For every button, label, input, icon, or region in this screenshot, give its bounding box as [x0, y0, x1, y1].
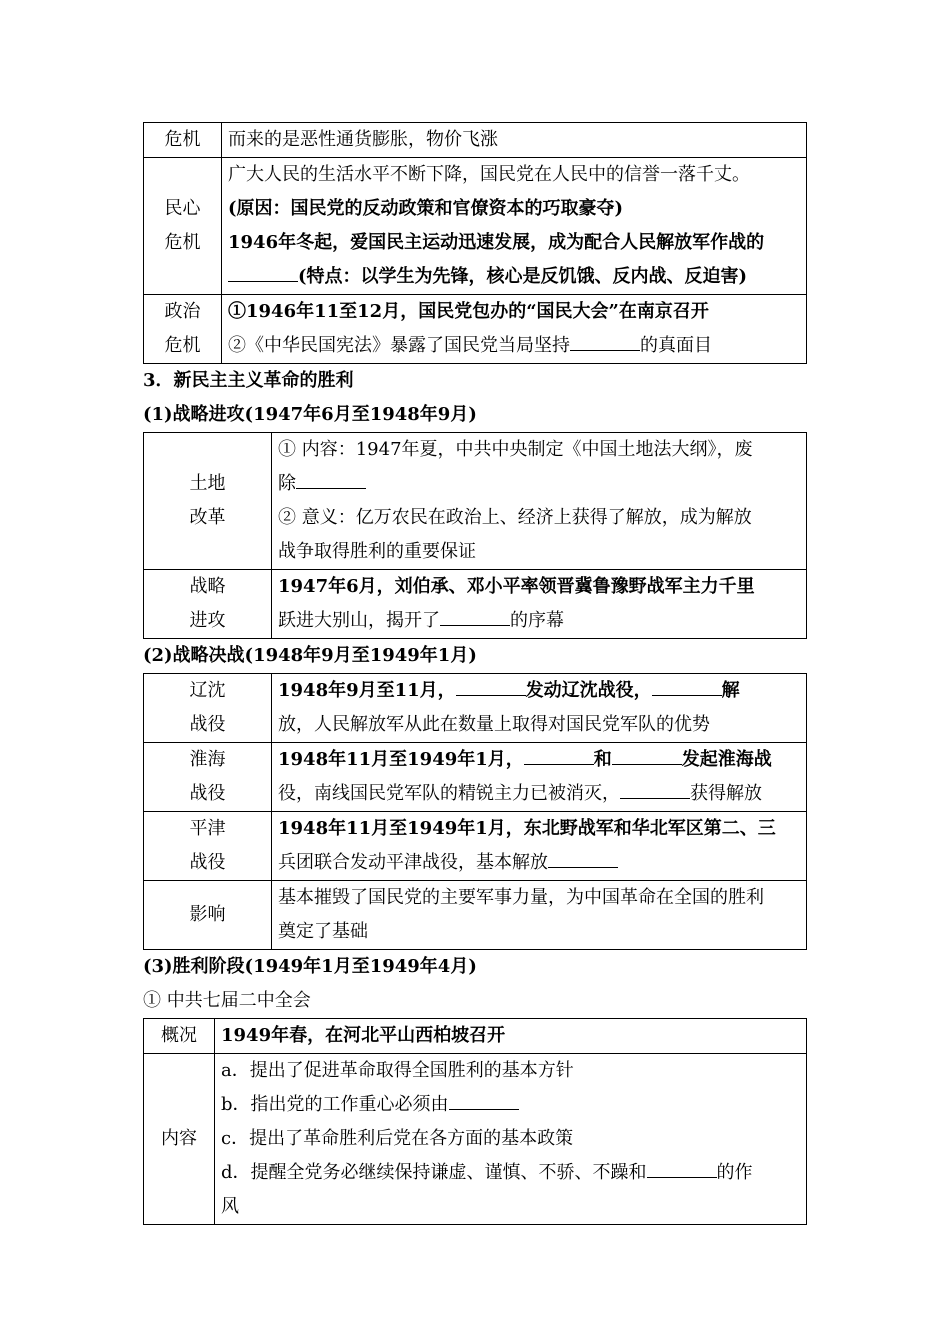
- list-item: 风: [221, 1196, 239, 1217]
- header-line: 战役: [189, 783, 226, 804]
- fill-blank[interactable]: [620, 780, 690, 799]
- row-text: [272, 812, 807, 881]
- fill-blank[interactable]: [570, 332, 640, 351]
- text-line: 兵团联合发动平津战役，基本解放: [278, 846, 800, 880]
- table-row: [144, 743, 807, 812]
- header-line: 民心: [164, 198, 201, 219]
- table-row: [144, 433, 807, 570]
- header-line: 进攻: [189, 610, 226, 631]
- table-row: [144, 881, 807, 950]
- row-header: [144, 743, 272, 812]
- table-row: [144, 123, 807, 158]
- fill-blank[interactable]: [228, 263, 298, 282]
- text-line: 广大人民的生活水平不断下降，国民党在人民中的信誉一落千丈。: [228, 164, 750, 185]
- row-text: [272, 674, 807, 743]
- offensive-table: [143, 432, 807, 639]
- row-header: 概况: [144, 1019, 215, 1054]
- row-text: [272, 743, 807, 812]
- row-header: [144, 674, 272, 743]
- row-header: [144, 295, 222, 364]
- header-line: 危机: [164, 232, 201, 253]
- row-header: 内容: [144, 1054, 215, 1225]
- row-header: 影响: [144, 881, 272, 950]
- row-header: [144, 158, 222, 295]
- list-item: a．提出了促进革命取得全国胜利的基本方针: [221, 1060, 574, 1081]
- item-heading: ① 中共七届二中全会: [143, 990, 311, 1011]
- text-line: (原因：国民党的反动政策和官僚资本的巧取豪夺): [228, 198, 624, 219]
- text-line: 1946年冬起，爱国民主运动迅速发展，成为配合人民解放军作战的: [228, 232, 765, 253]
- text-line: 1948年11月至1949年1月，东北野战军和华北军区第二、三: [278, 818, 776, 839]
- subsection-heading: (2)战略决战(1948年9月至1949年1月): [143, 645, 477, 666]
- row-header: [144, 433, 272, 570]
- decisive-battle-table: [143, 673, 807, 950]
- row-text: 而来的是恶性通货膨胀，物价飞涨: [222, 123, 807, 158]
- table-row: [144, 1019, 807, 1054]
- text-line: ②《中华民国宪法》暴露了国民党当局坚持 的真面目: [228, 329, 800, 363]
- list-item: b．指出党的工作重心必须由: [221, 1088, 800, 1122]
- text-line: 役，南线国民党军队的精锐主力已被消灭， 获得解放: [278, 777, 800, 811]
- fill-blank[interactable]: [647, 1159, 717, 1178]
- text-line: 除: [278, 467, 800, 501]
- row-text: [272, 570, 807, 639]
- text-line: ①1946年11至12月，国民党包办的“国民大会”在南京召开: [228, 301, 709, 322]
- text-line: 1947年6月，刘伯承、邓小平率领晋冀鲁豫野战军主力千里: [278, 576, 755, 597]
- text-line: 奠定了基础: [278, 921, 368, 942]
- table-row: [144, 570, 807, 639]
- table-row: [144, 674, 807, 743]
- table-row: [144, 1054, 807, 1225]
- header-line: 战役: [189, 852, 226, 873]
- header-line: 危机: [164, 335, 201, 356]
- subsection-heading: (3)胜利阶段(1949年1月至1949年4月): [143, 956, 477, 977]
- header-line: 淮海: [189, 749, 226, 770]
- row-text: [215, 1054, 807, 1225]
- text-line: 基本摧毁了国民党的主要军事力量，为中国革命在全国的胜利: [278, 887, 764, 908]
- fill-blank[interactable]: [612, 746, 682, 765]
- row-text: 1949年春，在河北平山西柏坡召开: [215, 1019, 807, 1054]
- row-header: [144, 570, 272, 639]
- fill-blank[interactable]: [524, 746, 594, 765]
- row-text: [272, 433, 807, 570]
- fill-blank[interactable]: [449, 1091, 519, 1110]
- header-line: 辽沈: [189, 680, 226, 701]
- row-header: [144, 812, 272, 881]
- text-line: (特点：以学生为先锋，核心是反饥饿、反内战、反迫害): [228, 260, 800, 294]
- list-item: c．提出了革命胜利后党在各方面的基本政策: [221, 1128, 574, 1149]
- fill-blank[interactable]: [548, 849, 618, 868]
- document-page: [143, 122, 807, 1225]
- table-row: [144, 295, 807, 364]
- fill-blank[interactable]: [652, 677, 722, 696]
- header-line: 战略: [189, 576, 226, 597]
- subsection-heading: (1)战略进攻(1947年6月至1948年9月): [143, 404, 477, 425]
- header-line: 改革: [189, 507, 226, 528]
- crisis-table: [143, 122, 807, 364]
- header-line: 土地: [189, 473, 226, 494]
- fill-blank[interactable]: [456, 677, 526, 696]
- text-line: ② 意义：亿万农民在政治上、经济上获得了解放，成为解放: [278, 507, 752, 528]
- plenum-table: [143, 1018, 807, 1225]
- text-line: 战争取得胜利的重要保证: [278, 541, 476, 562]
- text-line: 1948年9月至11月， 发动辽沈战役， 解: [278, 674, 800, 708]
- text-line: 放，人民解放军从此在数量上取得对国民党军队的优势: [278, 714, 710, 735]
- table-row: [144, 158, 807, 295]
- row-text: [222, 295, 807, 364]
- header-line: 政治: [164, 301, 201, 322]
- header-line: 平津: [189, 818, 226, 839]
- row-text: [222, 158, 807, 295]
- table-row: [144, 812, 807, 881]
- section-heading: 3．新民主主义革命的胜利: [143, 370, 354, 391]
- text-line: 1948年11月至1949年1月， 和 发起淮海战: [278, 743, 800, 777]
- fill-blank[interactable]: [296, 470, 366, 489]
- row-header: 危机: [144, 123, 222, 158]
- text-line: 跃进大别山，揭开了 的序幕: [278, 604, 800, 638]
- fill-blank[interactable]: [440, 607, 510, 626]
- list-item: d．提醒全党务必继续保持谦虚、谨慎、不骄、不躁和 的作: [221, 1156, 800, 1190]
- row-text: [272, 881, 807, 950]
- text-line: ① 内容：1947年夏，中共中央制定《中国土地法大纲》，废: [278, 439, 753, 460]
- header-line: 战役: [189, 714, 226, 735]
